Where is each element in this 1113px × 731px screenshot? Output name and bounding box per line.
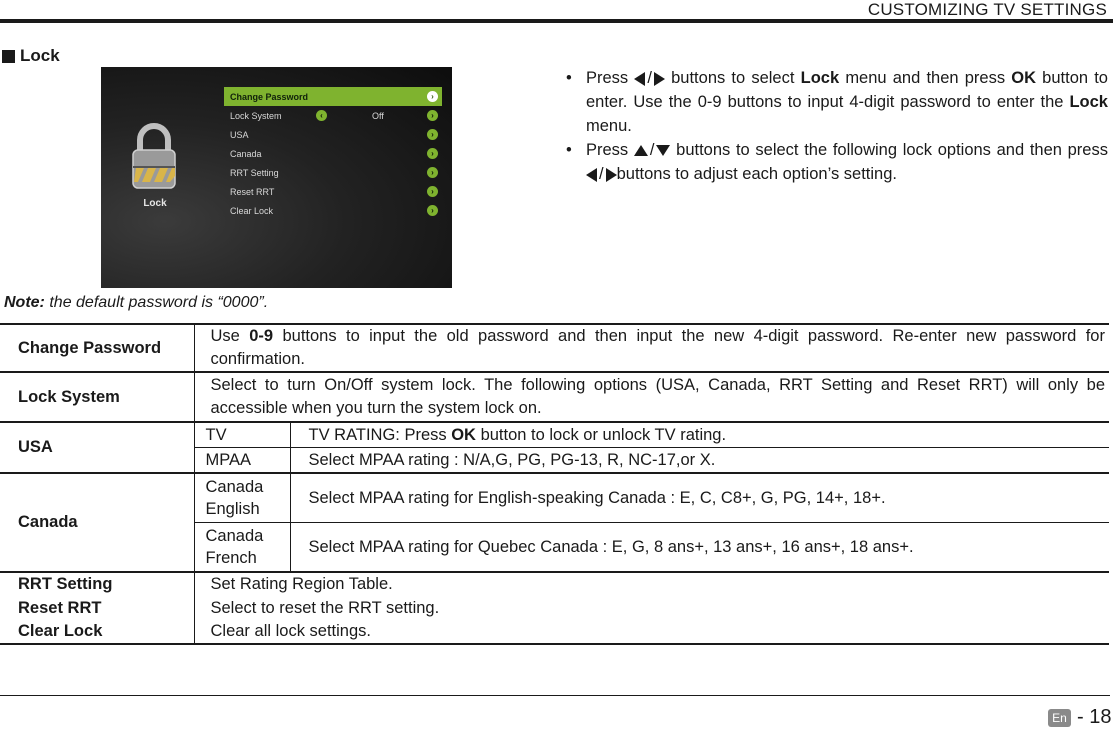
instruction-keyword: OK xyxy=(1011,69,1036,87)
menu-item-change-password[interactable] xyxy=(224,87,442,106)
table-row xyxy=(0,372,1109,422)
section-square-icon xyxy=(2,50,15,63)
table-row xyxy=(0,572,1109,596)
instruction-bullet-1 xyxy=(566,66,1108,138)
instruction-text: buttons to adjust each option’s setting. xyxy=(616,165,897,183)
instructions xyxy=(566,66,1108,186)
right-arrow-icon xyxy=(654,72,665,86)
sub-label: MPAA xyxy=(194,448,290,474)
menu-item-canada[interactable] xyxy=(224,144,442,163)
instruction-text: button to enter. Use the 0-9 buttons to input 4-digit password to enter the xyxy=(586,69,1108,111)
chevron-right-icon: › xyxy=(427,205,438,216)
desc-text: button to lock or unlock TV rating. xyxy=(480,426,727,444)
desc-text: buttons to input the old password and then input the new 4-digit password. Re-enter new password for confirmation. xyxy=(210,327,1105,368)
row-description xyxy=(194,324,1109,372)
lock-options-table xyxy=(0,323,1109,645)
note-text: the default password is “0000”. xyxy=(49,294,269,311)
instruction-text: Press xyxy=(586,141,629,159)
desc-text: Use xyxy=(210,327,240,345)
instruction-keyword: Lock xyxy=(800,69,840,87)
chevron-right-icon: › xyxy=(427,91,438,102)
menu-item-label: Change Password xyxy=(230,91,309,102)
chevron-right-icon[interactable]: › xyxy=(427,110,438,121)
table-row xyxy=(0,473,1109,523)
note xyxy=(4,294,268,312)
header-rule xyxy=(0,19,1113,23)
instruction-text: Press xyxy=(586,69,629,87)
table-row xyxy=(0,596,1109,620)
row-label: Change Password xyxy=(0,324,194,372)
sub-label: TV xyxy=(194,422,290,448)
menu-item-value: Off xyxy=(372,110,384,121)
header-title: CUSTOMIZING TV SETTINGS xyxy=(867,0,1107,19)
chevron-right-icon: › xyxy=(427,129,438,140)
page-number-value: 18 xyxy=(1089,706,1112,728)
page-dash: - xyxy=(1077,706,1084,728)
table-row xyxy=(0,620,1109,644)
lock-menu xyxy=(224,87,442,220)
instruction-keyword: Lock xyxy=(1069,93,1108,111)
chevron-right-icon: › xyxy=(427,186,438,197)
table-row xyxy=(0,422,1109,448)
menu-item-label: RRT Setting xyxy=(230,167,279,178)
padlock-icon xyxy=(130,120,178,190)
instruction-bullet-2 xyxy=(566,138,1108,186)
menu-item-label: Canada xyxy=(230,148,262,159)
row-label: Canada xyxy=(0,473,194,572)
slash-glyph: / xyxy=(599,165,604,183)
row-description: Select MPAA rating : N/A,G, PG, PG-13, R, NC-17,or X. xyxy=(290,448,1109,474)
chevron-right-icon: › xyxy=(427,148,438,159)
row-label: Clear Lock xyxy=(0,620,194,644)
left-arrow-icon xyxy=(634,72,645,86)
row-description: Select to turn On/Off system lock. The following options (USA, Canada, RRT Setting and Reset RRT) will only be accessible when you turn the system lock on. xyxy=(194,372,1109,422)
row-description: Select MPAA rating for Quebec Canada : E, G, 8 ans+, 13 ans+, 16 ans+, 18 ans+. xyxy=(290,523,1109,573)
sub-label-line: Canada xyxy=(205,527,264,545)
desc-text: TV RATING: Press xyxy=(308,426,447,444)
row-description: Select MPAA rating for English-speaking Canada : E, C, C8+, G, PG, 14+, 18+. xyxy=(290,473,1109,523)
table-row xyxy=(0,324,1109,372)
down-arrow-icon xyxy=(656,145,670,156)
footer-rule xyxy=(0,695,1110,696)
menu-item-label: Reset RRT xyxy=(230,186,275,197)
instruction-text: buttons to select the following lock options and then press xyxy=(676,141,1108,159)
menu-item-reset-rrt[interactable] xyxy=(224,182,442,201)
row-description xyxy=(290,422,1109,448)
language-badge: En xyxy=(1048,709,1071,727)
chevron-right-icon: › xyxy=(427,167,438,178)
desc-keyword: OK xyxy=(451,426,476,444)
desc-keyword: 0-9 xyxy=(249,327,274,345)
left-arrow-icon xyxy=(586,168,597,182)
row-label: Lock System xyxy=(0,372,194,422)
row-description: Set Rating Region Table. xyxy=(210,575,393,593)
tv-menu-screenshot xyxy=(101,67,452,288)
sub-label xyxy=(194,523,290,573)
sub-label xyxy=(194,473,290,523)
note-label: Note: xyxy=(4,294,45,311)
sub-label-line: English xyxy=(205,500,260,518)
slash-glyph: / xyxy=(649,141,655,159)
row-label: Reset RRT xyxy=(0,596,194,620)
section-title: Lock xyxy=(20,46,60,65)
sub-label-line: Canada xyxy=(205,478,264,496)
row-label: USA xyxy=(0,422,194,473)
slash-glyph: / xyxy=(647,69,652,87)
menu-item-label: Lock System xyxy=(230,110,282,121)
row-label: RRT Setting xyxy=(0,572,194,596)
bullet-dot: • xyxy=(566,69,572,87)
up-arrow-icon xyxy=(634,145,648,156)
page-number xyxy=(1077,706,1111,729)
menu-item-clear-lock[interactable] xyxy=(224,201,442,220)
right-arrow-icon xyxy=(606,168,617,182)
bullet-dot: • xyxy=(566,141,572,159)
chevron-left-icon[interactable]: ‹ xyxy=(316,110,327,121)
menu-item-label: Clear Lock xyxy=(230,205,274,216)
instruction-text: menu. xyxy=(586,117,632,135)
menu-item-label: USA xyxy=(230,129,249,140)
lock-caption: Lock xyxy=(143,198,167,209)
instruction-text: buttons to select xyxy=(671,69,795,87)
row-description: Clear all lock settings. xyxy=(194,620,1109,644)
menu-item-lock-system[interactable] xyxy=(224,106,442,125)
sub-label-line: French xyxy=(205,549,257,567)
menu-item-usa[interactable] xyxy=(224,125,442,144)
row-description: Select to reset the RRT setting. xyxy=(210,598,440,617)
menu-item-rrt-setting[interactable] xyxy=(224,163,442,182)
instruction-text: menu and then press xyxy=(845,69,1006,87)
section-heading xyxy=(2,46,60,66)
